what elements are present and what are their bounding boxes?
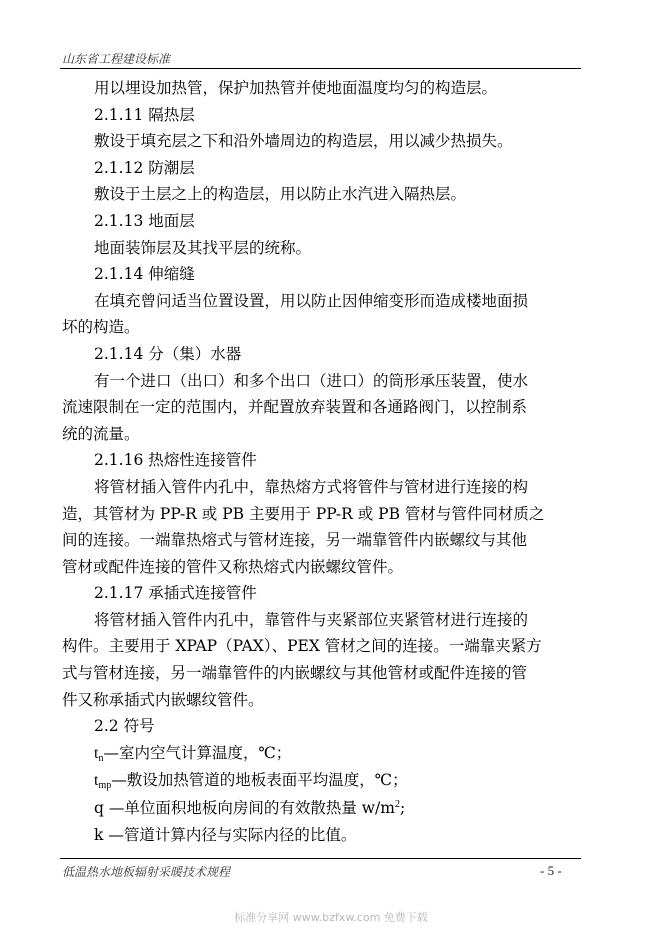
- paragraph: 将管材插入管件内孔中，靠管件与夹紧部位夹紧管材进行连接的: [94, 610, 529, 629]
- paragraph: 敷设于填充层之下和沿外墙周边的构造层，用以减少热损失。: [94, 132, 513, 151]
- paragraph-continuation: 坏的构造。: [62, 318, 140, 337]
- section-heading: 2.1.14 分（集）水器: [94, 344, 242, 363]
- section-heading: 2.1.12 防潮层: [94, 158, 195, 177]
- paragraph-continuation: 件又称承插式内嵌螺纹管件。: [62, 690, 264, 709]
- symbol-definition: q —单位面积地板向房间的有效散热量 w/m: [94, 799, 395, 818]
- section-heading: 2.1.16 热熔性连接管件: [94, 451, 257, 470]
- symbol-tn: [62, 740, 592, 768]
- paragraph-continuation: 管材或配件连接的管件又称热熔式内嵌螺纹管件。: [62, 557, 404, 576]
- paragraph: 地面装饰层及其找平层的统称。: [94, 238, 312, 257]
- running-header: 山东省工程建设标准: [62, 52, 171, 66]
- symbol-k: k —管道计算内径与实际内径的比值。: [94, 825, 357, 844]
- symbol-q: [62, 795, 592, 822]
- symbol-superscript: 2: [394, 799, 400, 811]
- section-heading: 2.1.14 伸缩缝: [94, 265, 195, 284]
- paragraph: 用以埋设加热管，保护加热管并使地面温度均匀的构造层。: [94, 79, 498, 97]
- header-rule: [60, 68, 581, 69]
- symbol-definition: —敷设加热管道的地板表面平均温度，℃；: [111, 771, 408, 790]
- paragraph: 在填充曾问适当位置设置，用以防止因伸缩变形而造成楼地面损: [94, 291, 529, 310]
- paragraph-continuation: 造，其管材为 PP-R 或 PB 主要用于 PP-R 或 PB 管材与管件同材质之: [62, 504, 545, 523]
- symbol-definition: —室内空气计算温度，℃；: [103, 743, 292, 762]
- paragraph: 将管材插入管件内孔中，靠热熔方式将管件与管材进行连接的构: [94, 477, 529, 496]
- paragraph: 有一个进口（出口）和多个出口（进口）的筒形承压装置，使水: [94, 371, 529, 390]
- section-heading: 2.1.11 隔热层: [94, 105, 195, 124]
- paragraph-continuation: 间的连接。一端靠热熔式与管材连接，另一端靠管件内嵌螺纹与其他: [62, 531, 528, 550]
- paragraph-continuation: 统的流量。: [62, 424, 140, 443]
- document-body: [62, 75, 592, 848]
- footer-rule: [60, 858, 581, 859]
- symbol-subscript: mp: [98, 780, 112, 792]
- paragraph-continuation: 流速限制在一定的范围内，并配置放弃装置和各通路阀门，以控制系: [62, 398, 528, 417]
- symbol-base: t: [94, 772, 99, 790]
- watermark: 标准分享网 www.bzfxw.com 免费下载: [234, 911, 428, 924]
- section-heading: 2.1.17 承插式连接管件: [94, 584, 257, 603]
- symbol-end: ;: [399, 799, 406, 818]
- symbol-base: t: [94, 744, 99, 762]
- footer-title: 低温热水地板辐射采暖技术规程: [62, 865, 231, 879]
- paragraph-continuation: 式与管材连接，另一端靠管件的内嵌螺纹与其他管材或配件连接的管: [62, 664, 528, 683]
- paragraph-continuation: 构件。主要用于 XPAP（PAX）、PEX 管材之间的连接。一端靠夹紧方: [62, 637, 542, 656]
- paragraph: 敷设于土层之上的构造层，用以防止水汽进入隔热层。: [94, 185, 467, 204]
- page-number: - 5 -: [540, 863, 562, 878]
- symbol-subscript: n: [98, 752, 104, 764]
- section-heading: 2.2 符号: [94, 717, 155, 736]
- section-heading: 2.1.13 地面层: [94, 211, 195, 230]
- symbol-tmp: [62, 767, 592, 795]
